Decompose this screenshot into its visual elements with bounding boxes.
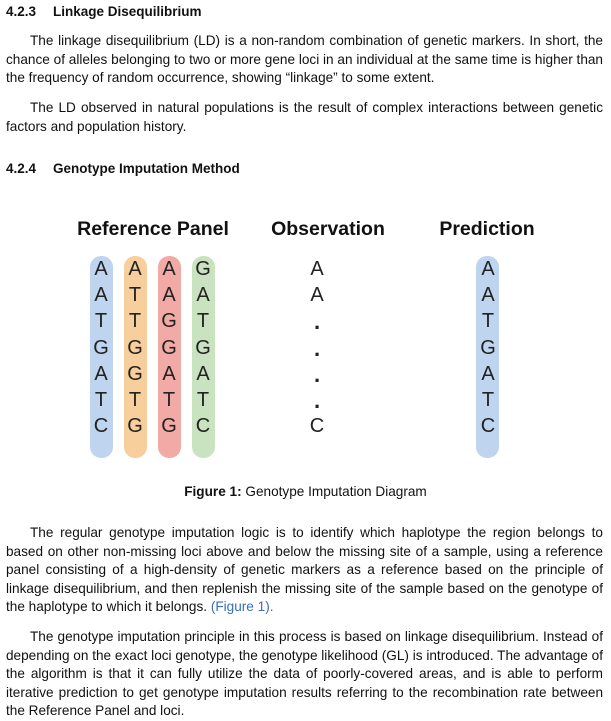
observed-allele: C <box>309 415 325 438</box>
reference-allele: T <box>94 310 108 333</box>
section-heading-4-2-4 <box>6 160 240 178</box>
section-number: 4.2.4 <box>6 161 37 176</box>
reference-allele: C <box>93 415 109 438</box>
reference-allele: A <box>162 284 176 307</box>
reference-allele: T <box>196 310 210 333</box>
figure-caption-text: Genotype Imputation Diagram <box>245 484 427 499</box>
observed-allele: A <box>310 258 324 280</box>
missing-allele-dot: . <box>313 388 321 413</box>
reference-allele: A <box>94 362 108 385</box>
reference-allele: A <box>94 284 108 307</box>
reference-allele: G <box>161 415 177 438</box>
reference-allele: T <box>162 389 176 411</box>
predicted-allele: A <box>481 258 495 280</box>
predicted-allele: A <box>481 284 495 307</box>
paragraph-text: The linkage disequilibrium (LD) is a non-random combination of genetic markers. In short, the chance of alleles belonging to two or more gene loci in an individual at the same time is higher than the frequency of random occurrence, showing “linkage” to some extent. <box>6 33 603 86</box>
paragraph-imputation-principle <box>6 628 603 721</box>
paragraph-text: The regular genotype imputation logic is to identify which haplotype the region belongs to based on other non-missing loci above and below the missing site of a sample, using a reference panel consisting of a high-density of genetic markers as a reference based on the principle of linkage disequilibrium, and then replenish the missing site of the sample based on the genotype of the haplotype to which it belongs. <box>6 525 603 615</box>
reference-allele: T <box>128 310 142 333</box>
paragraph-ld-origin <box>6 99 603 136</box>
reference-allele: T <box>128 284 142 307</box>
reference-allele: G <box>127 362 143 385</box>
reference-allele: G <box>93 336 109 359</box>
reference-panel-header: Reference Panel <box>77 218 229 240</box>
figure-reference-link[interactable]: (Figure 1). <box>210 599 274 615</box>
predicted-allele: T <box>481 389 495 411</box>
predicted-allele: T <box>481 310 495 333</box>
section-heading-4-2-3 <box>6 3 202 21</box>
reference-allele: A <box>128 258 142 280</box>
reference-allele: G <box>195 258 211 280</box>
missing-allele-dot: . <box>313 335 321 361</box>
reference-allele: A <box>94 258 108 280</box>
reference-allele: G <box>127 336 143 359</box>
predicted-allele: C <box>480 415 496 438</box>
paragraph-text: The LD observed in natural populations is the result of complex interactions between genetic factors and population history. <box>6 100 603 134</box>
reference-allele: C <box>195 415 211 438</box>
section-title: Genotype Imputation Method <box>53 161 240 176</box>
reference-allele: G <box>127 415 143 438</box>
observation-header: Observation <box>271 218 385 240</box>
missing-allele-dot: . <box>313 309 321 335</box>
reference-allele: A <box>196 284 210 307</box>
section-title: Linkage Disequilibrium <box>53 4 202 19</box>
predicted-allele: A <box>481 362 495 385</box>
predicted-allele: G <box>480 336 496 359</box>
reference-allele: G <box>161 310 177 333</box>
missing-allele-dot: . <box>313 361 321 387</box>
figure-caption <box>0 484 611 499</box>
reference-allele: A <box>162 258 176 280</box>
reference-allele: G <box>161 336 177 359</box>
reference-allele: T <box>128 389 142 411</box>
genotype-imputation-figure <box>0 208 611 508</box>
reference-allele: T <box>196 389 210 411</box>
paragraph-text: The genotype imputation principle in this process is based on linkage disequilibrium. Instead of depending on the exact loci genotype, the genotype likelihood (GL) is introduced. The advantage of the algorithm is that it can fully utilize the data of poorly-covered areas, and is able to perform iterative prediction to get genotype imputation results referring to the recombination rate between the Reference Panel and loci. <box>6 629 603 719</box>
figure-caption-label: Figure 1: <box>184 484 242 499</box>
paragraph-imputation-logic <box>6 524 603 617</box>
reference-allele: G <box>195 336 211 359</box>
reference-allele: A <box>162 362 176 385</box>
section-number: 4.2.3 <box>6 4 37 19</box>
reference-allele: T <box>94 389 108 411</box>
reference-allele: A <box>196 362 210 385</box>
observed-allele: A <box>310 284 324 307</box>
paragraph-ld-definition <box>6 32 603 88</box>
prediction-header: Prediction <box>439 218 535 240</box>
